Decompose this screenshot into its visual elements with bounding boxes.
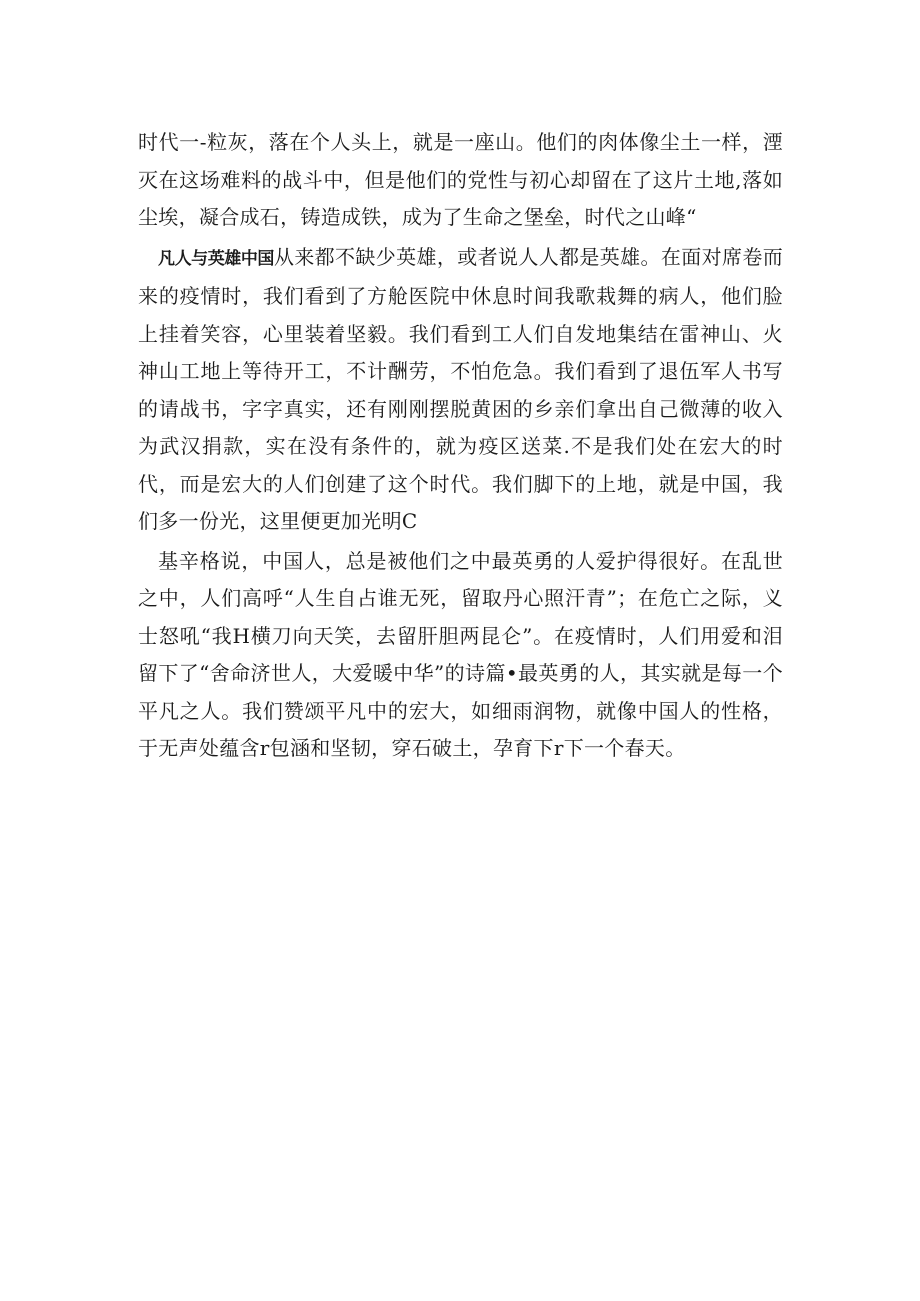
paragraph-2-heading: 凡人与英雄中国 <box>158 248 274 269</box>
paragraph-2-text: 从来都不缺少英雄，或者说人人都是英雄。在面对席卷而来的疫情时，我们看到了方舱医院中休息时间我歌栽舞的病人，他们脸上挂着笑容，心里装着坚毅。我们看到工人们自发地集结在雷神山、火神山工地上等待开工，不计酬劳，不怕危急。我们看到了退伍军人书写的请战书，字字真实，还有刚刚摆脱黄困的乡亲们拿出自己微薄的收入为武汉捐款，实在没有条件的，就为疫区送菜.不是我们处在宏大的时代，而是宏大的人们创建了这个时代。我们脚下的上地，就是中国，我们多一份光，这里便更加光明C <box>138 244 784 533</box>
paragraph-3 <box>138 543 783 768</box>
paragraph-2 <box>138 239 783 541</box>
document-body <box>138 124 783 770</box>
paragraph-1 <box>138 124 783 237</box>
paragraph-3-text: 基辛格说，中国人，总是被他们之中最英勇的人爱护得很好。在乱世之中，人们高呼“人生自占谁无死，留取丹心照汗青”；在危亡之际，义士怒吼“我H横刀向天笑，去留肝胆两昆仑”。在疫情时，人们用爱和泪留下了“舍命济世人，大爱暖中华”的诗篇•最英勇的人，其实就是每一个平凡之人。我们赞颂平凡中的宏大，如细雨润物，就像中国人的性格，于无声处蕴含r包涵和坚韧，穿石破土，孕育下r下一个春天。 <box>138 548 783 760</box>
paragraph-1-text: 时代一-粒灰，落在个人头上，就是一座山。他们的肉体像尘土一样，湮灭在这场难料的战斗中，但是他们的党性与初心却留在了这片土地,落如尘埃，凝合成石，铸造成铁，成为了生命之堡垒，时代之山峰“ <box>138 130 783 229</box>
